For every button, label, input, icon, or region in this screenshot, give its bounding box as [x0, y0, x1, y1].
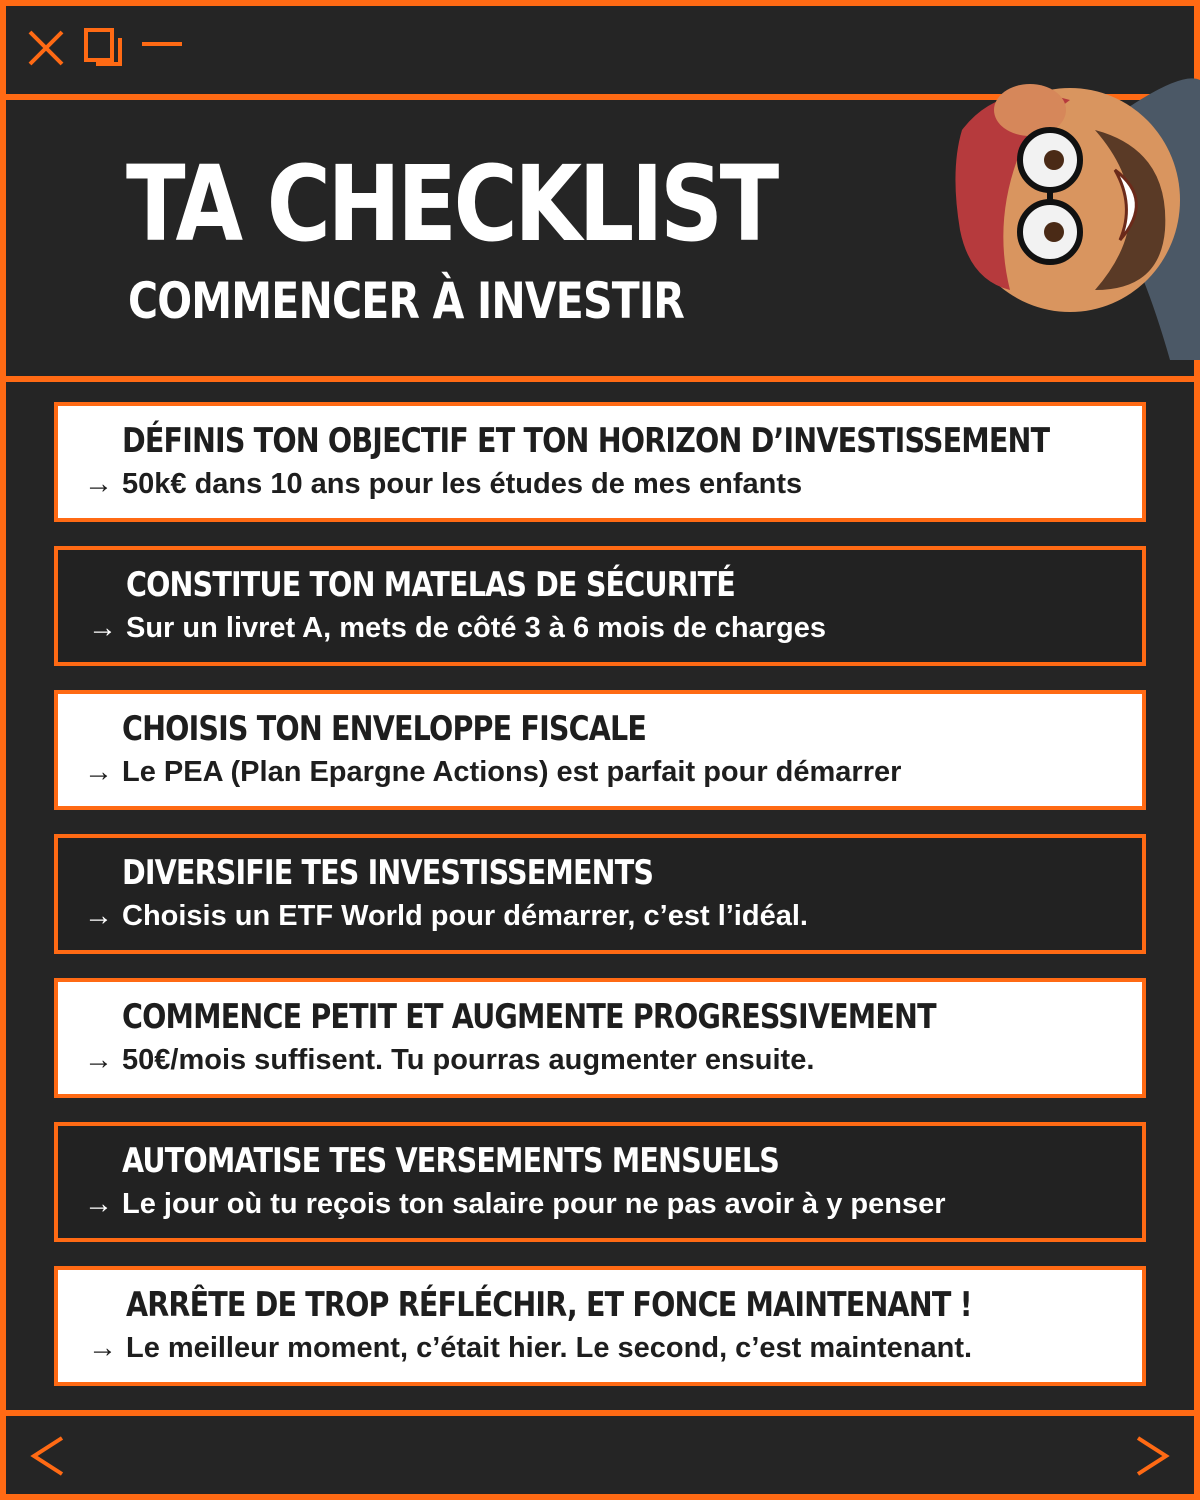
checklist-item-text: Le PEA (Plan Epargne Actions) est parfait pour démarrer	[122, 756, 902, 788]
checklist-item-title: ARRÊTE DE TROP RÉFLÉCHIR, ET FONCE MAINTENANT !	[126, 1285, 972, 1325]
checklist-item-title: DÉFINIS TON OBJECTIF ET TON HORIZON D’INVESTISSEMENT	[122, 421, 1050, 461]
carousel-nav	[6, 1410, 1194, 1500]
arrow-icon: →	[88, 1332, 117, 1364]
checklist-item-text: Choisis un ETF World pour démarrer, c’est l’idéal.	[122, 900, 808, 932]
arrow-icon: →	[84, 900, 113, 932]
page-subtitle: COMMENCER À INVESTIR	[128, 272, 685, 330]
checklist-item-text: 50€/mois suffisent. Tu pourras augmenter ensuite.	[122, 1044, 815, 1076]
checklist-item	[54, 1122, 1146, 1242]
checklist-item-title: CONSTITUE TON MATELAS DE SÉCURITÉ	[126, 565, 735, 605]
checklist-item-body	[88, 1334, 972, 1363]
checklist-item	[54, 690, 1146, 810]
checklist-item-title: AUTOMATISE TES VERSEMENTS MENSUELS	[122, 1141, 779, 1181]
checklist-item-title: DIVERSIFIE TES INVESTISSEMENTS	[122, 853, 654, 893]
checklist-item-body	[84, 758, 901, 787]
checklist-item	[54, 546, 1146, 666]
checklist-item-text: Le jour où tu reçois ton salaire pour ne pas avoir à y penser	[122, 1188, 946, 1220]
chevron-right-icon[interactable]	[1132, 1434, 1172, 1482]
arrow-icon: →	[88, 612, 117, 644]
mascot-avatar	[880, 60, 1200, 360]
checklist-item	[54, 978, 1146, 1098]
checklist-item-text: Sur un livret A, mets de côté 3 à 6 mois de charges	[126, 612, 827, 644]
checklist-item-body	[84, 902, 808, 931]
close-icon[interactable]	[28, 28, 64, 72]
copy-icon[interactable]	[84, 28, 126, 74]
page-title: TA CHECKLIST	[126, 143, 776, 265]
checklist-item-text: 50k€ dans 10 ans pour les études de mes enfants	[122, 468, 803, 500]
minimize-icon[interactable]	[140, 28, 184, 72]
checklist-item-body	[84, 470, 802, 499]
checklist-item-title: CHOISIS TON ENVELOPPE FISCALE	[122, 709, 647, 749]
checklist-item	[54, 402, 1146, 522]
chevron-left-icon[interactable]	[28, 1434, 68, 1482]
arrow-icon: →	[84, 468, 113, 500]
checklist-item	[54, 1266, 1146, 1386]
checklist	[54, 402, 1146, 1410]
arrow-icon: →	[84, 1188, 113, 1220]
checklist-item	[54, 834, 1146, 954]
checklist-item-body	[88, 614, 826, 643]
header	[6, 100, 1194, 382]
checklist-item-title: COMMENCE PETIT ET AUGMENTE PROGRESSIVEMENT	[122, 997, 936, 1037]
checklist-item-body	[84, 1046, 814, 1075]
arrow-icon: →	[84, 1044, 113, 1076]
checklist-item-text: Le meilleur moment, c’était hier. Le second, c’est maintenant.	[126, 1332, 973, 1364]
arrow-icon: →	[84, 756, 113, 788]
checklist-item-body	[84, 1190, 946, 1219]
